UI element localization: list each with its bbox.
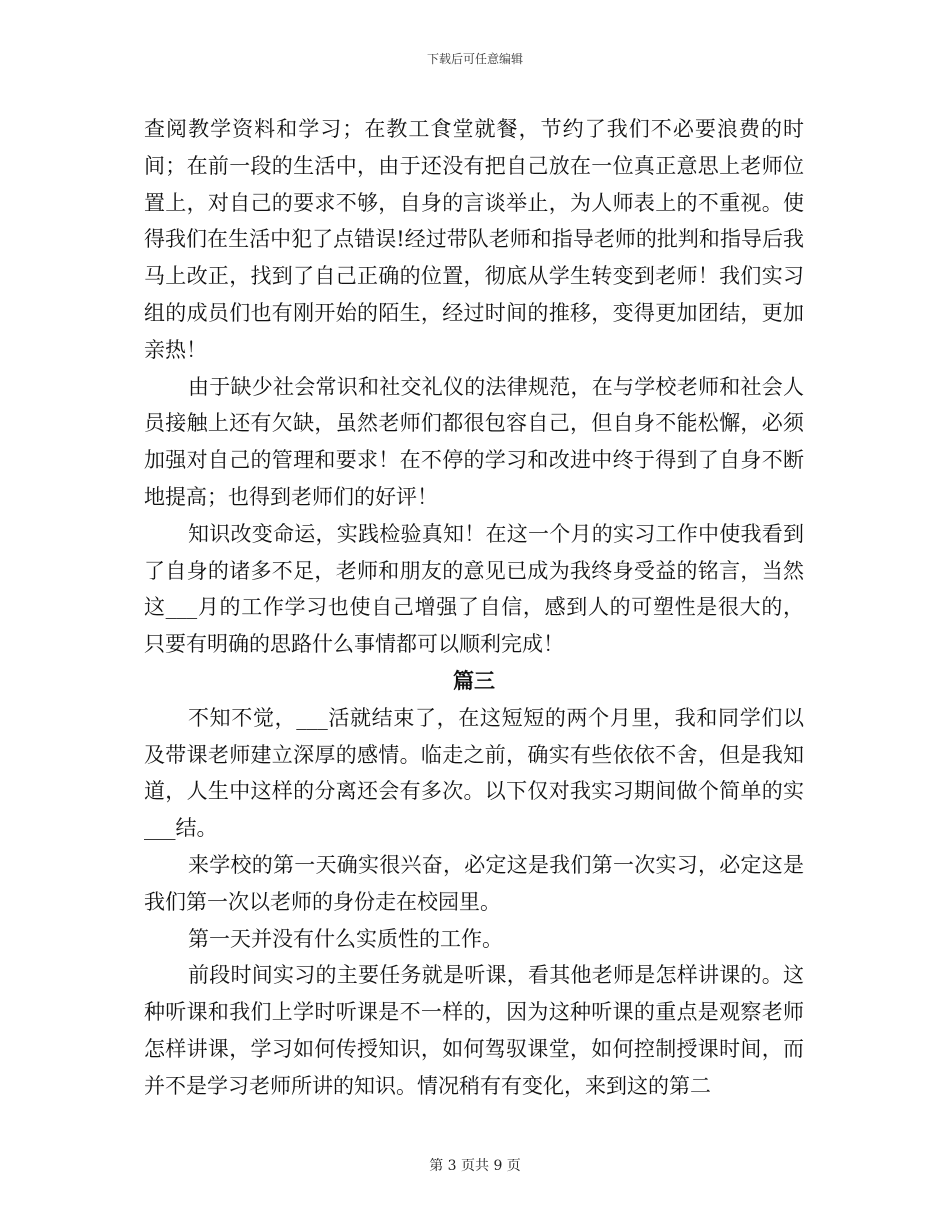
paragraph-continued: 查阅教学资料和学习；在教工食堂就餐，节约了我们不必要浪费的时间；在前一段的生活中，由于还没有把自己放在一位真正意思上老师位置上，对自己的要求不够，自身的言谈举止，为人师表上的不重视。使得我们在生活中犯了点错误!经过带队老师和指导老师的批判和指导后我马上改正，找到了自己正确的位置，彻底从学生转变到老师！我们实习组的成员们也有刚开始的陌生，经过时间的推移，变得更加团结，更加亲热！ — [144, 117, 804, 362]
paragraph: 前段时间实习的主要任务就是听课，看其他老师是怎样讲课的。这种听课和我们上学时听课是不一样的，因为这种听课的重点是观察老师怎样讲课，学习如何传授知识，如何驾驭课堂，如何控制授课时间，而并不是学习老师所讲的知识。情况稍有有变化，来到这的第二 — [144, 963, 804, 1098]
section-heading: 篇三 — [453, 667, 495, 693]
paragraph: 由于缺少社会常识和社交礼仪的法律规范，在与学校老师和社会人员接触上还有欠缺，虽然老师们都很包容自己，但自身不能松懈，必须加强对自己的管理和要求！在不停的学习和改进中终于得到了自身不断地提高；也得到老师们的好评！ — [144, 374, 804, 509]
paragraph: 来学校的第一天确实很兴奋，必定这是我们第一次实习，必定这是我们第一次以老师的身份走在校园里。 — [144, 852, 804, 914]
paragraph: 不知不觉，___活就结束了，在这短短的两个月里，我和同学们以及带课老师建立深厚的感情。临走之前，确实有些依依不舍，但是我知道，人生中这样的分离还会有多次。以下仅对我实习期间做个简单的实___结。 — [144, 705, 804, 841]
page-footer: 第 3 页共 9 页 — [429, 1158, 521, 1174]
paragraph: 第一天并没有什么实质性的工作。 — [188, 926, 503, 951]
paragraph: 知识改变命运，实践检验真知！在这一个月的实习工作中使我看到了自身的诸多不足，老师和朋友的意见已成为我终身受益的铭言，当然这___月的工作学习也使自己增强了自信，感到人的可塑性是很大的，只要有明确的思路什么事情都可以顺利完成！ — [144, 521, 804, 657]
page-header: 下载后可任意编辑 — [426, 52, 523, 66]
document-body — [144, 111, 804, 1105]
